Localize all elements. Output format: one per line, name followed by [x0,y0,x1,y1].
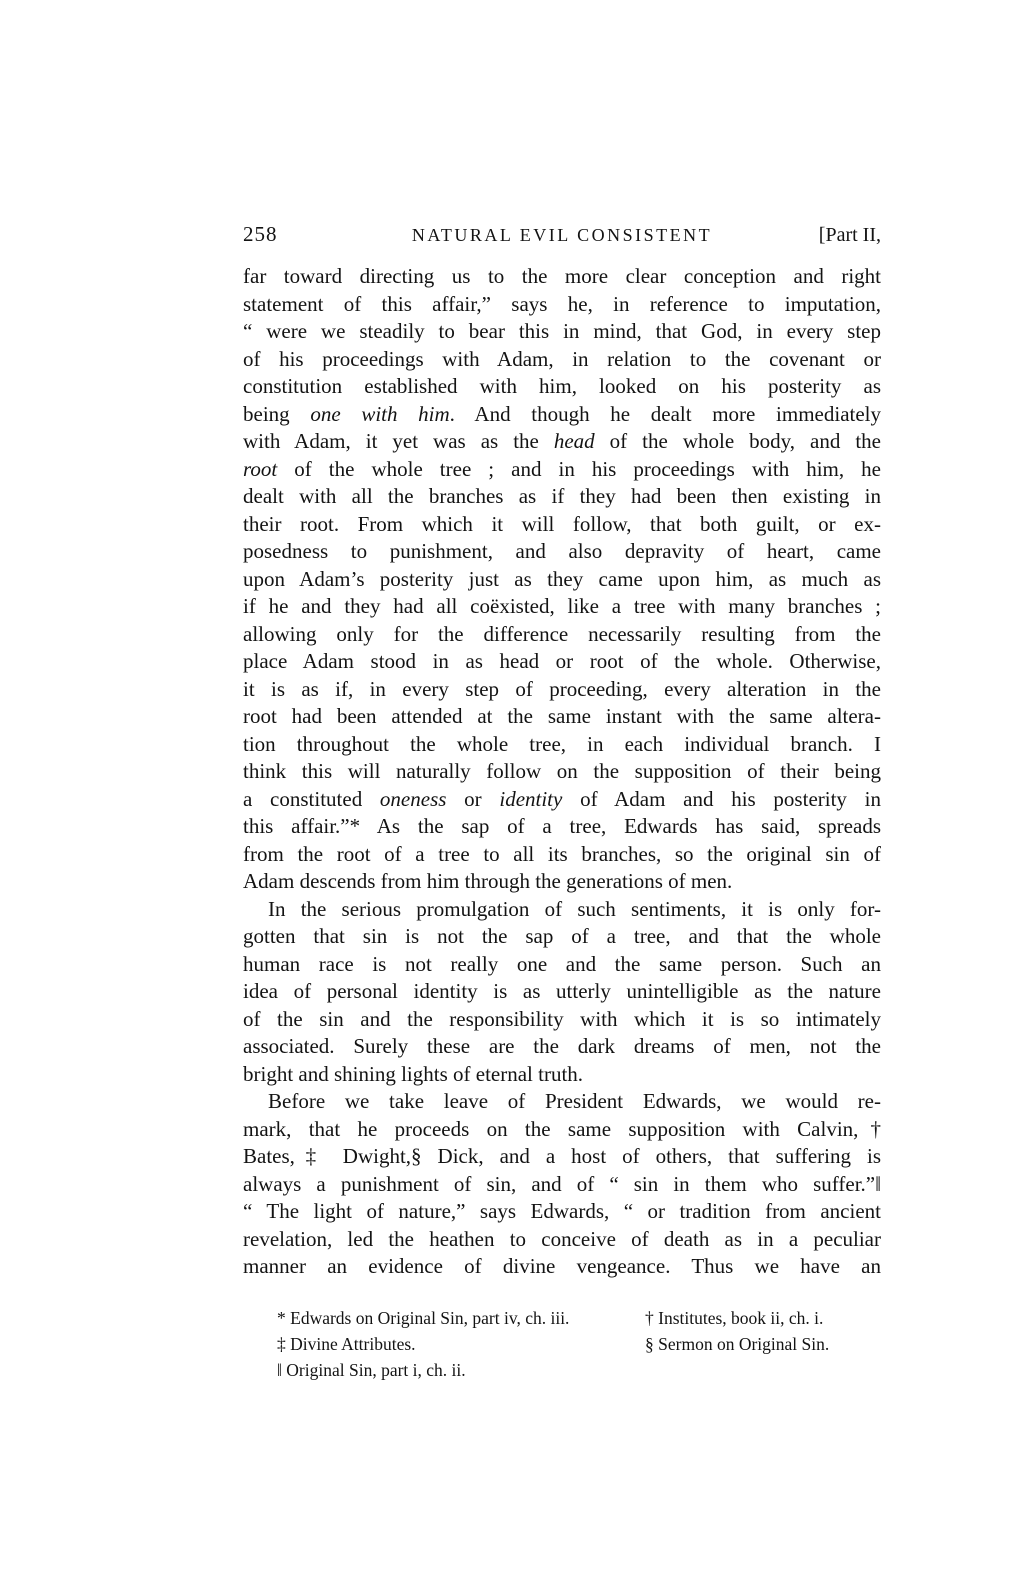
text-line: it is as if, in every step of proceeding, every alteration in the [243,676,881,701]
footnote-entry: ‡ Divine Attributes. [277,1333,416,1354]
footnote-entry: † Institutes, book ii, ch. i. [645,1307,824,1328]
part-label: [Part II, [818,224,881,246]
text-line: root had been attended at the same instant with the same altera- [243,704,881,728]
text-line: always a punishment of sin, and of “ sin in them who suffer.”‖ [243,1171,881,1196]
text-line: root of the whole tree ; and in his proceedings with him, he [243,456,881,481]
text-line: gotten that sin is not the sap of a tree, and that the whole [243,924,881,948]
page-content [243,222,881,1383]
text-line: this affair.”* As the sap of a tree, Edwards has said, spreads [243,814,881,838]
running-header [243,222,881,247]
text-line: In the serious promulgation of such sentiments, it is only for- [268,896,881,921]
body-text [243,263,881,1281]
text-line: upon Adam’s posterity just as they came upon him, as much as [243,566,881,591]
text-line: if he and they had all coëxisted, like a tree with many branches ; [243,594,881,618]
text-line: their root. From which it will follow, that both guilt, or ex- [243,511,881,536]
text-line: bright and shining lights of eternal truth. [243,1061,584,1086]
footnotes [243,1305,881,1383]
page-number: 258 [243,222,278,246]
text-line: place Adam stood in as head or root of the whole. Otherwise, [243,649,881,673]
paragraph [243,263,881,896]
text-line: tion throughout the whole tree, in each individual branch. I [243,731,881,756]
footnote-entry: * Edwards on Original Sin, part iv, ch. iii. [277,1307,570,1328]
text-line: think this will naturally follow on the supposition of their being [243,759,881,783]
text-line: being one with him. And though he dealt more immediately [243,401,882,426]
text-line: “ were we steadily to bear this in mind, that God, in every step [243,319,881,343]
footnote-entry: ‖ Original Sin, part i, ch. ii. [277,1359,466,1380]
text-line: of his proceedings with Adam, in relation to the covenant or [243,346,881,371]
paragraph [243,896,881,1089]
footnotes-left-column [243,1305,645,1383]
text-line: idea of personal identity is as utterly unintelligible as the nature [243,979,881,1003]
running-title: NATURAL EVIL CONSISTENT [411,225,713,245]
text-line: Bates,‡ Dwight,§ Dick, and a host of others, that suffering is [243,1144,881,1168]
text-line: far toward directing us to the more clear conception and right [243,264,881,288]
text-line: associated. Surely these are the dark dreams of men, not the [243,1034,881,1058]
text-line: manner an evidence of divine vengeance. Thus we have an [243,1254,881,1278]
text-line: Adam descends from him through the generations of men. [243,869,733,893]
text-line: mark, that he proceeds on the same supposition with Calvin,† [243,1116,881,1141]
paragraph [243,1088,881,1281]
text-line: from the root of a tree to all its branches, so the original sin of [243,841,881,866]
text-line: with Adam, it yet was as the head of the whole body, and the [243,429,881,453]
text-line: constitution established with him, looked on his posterity as [243,374,881,398]
footnote-entry: § Sermon on Original Sin. [645,1333,830,1354]
text-line: posedness to punishment, and also depravity of heart, came [243,539,881,563]
text-line: a constituted oneness or identity of Adam and his posterity in [243,786,881,811]
text-line: dealt with all the branches as if they had been then existing in [243,484,881,508]
text-line: Before we take leave of President Edwards, we would re- [268,1089,881,1113]
text-line: of the sin and the responsibility with which it is so intimately [243,1006,881,1031]
text-line: allowing only for the difference necessarily resulting from the [243,621,881,646]
footnotes-right-column [645,1305,881,1383]
text-line: revelation, led the heathen to conceive of death as in a peculiar [243,1226,881,1251]
text-line: statement of this affair,” says he, in reference to imputation, [243,291,881,316]
text-line: human race is not really one and the same person. Such an [243,951,881,976]
text-line: “ The light of nature,” says Edwards, “ or tradition from ancient [243,1199,881,1223]
